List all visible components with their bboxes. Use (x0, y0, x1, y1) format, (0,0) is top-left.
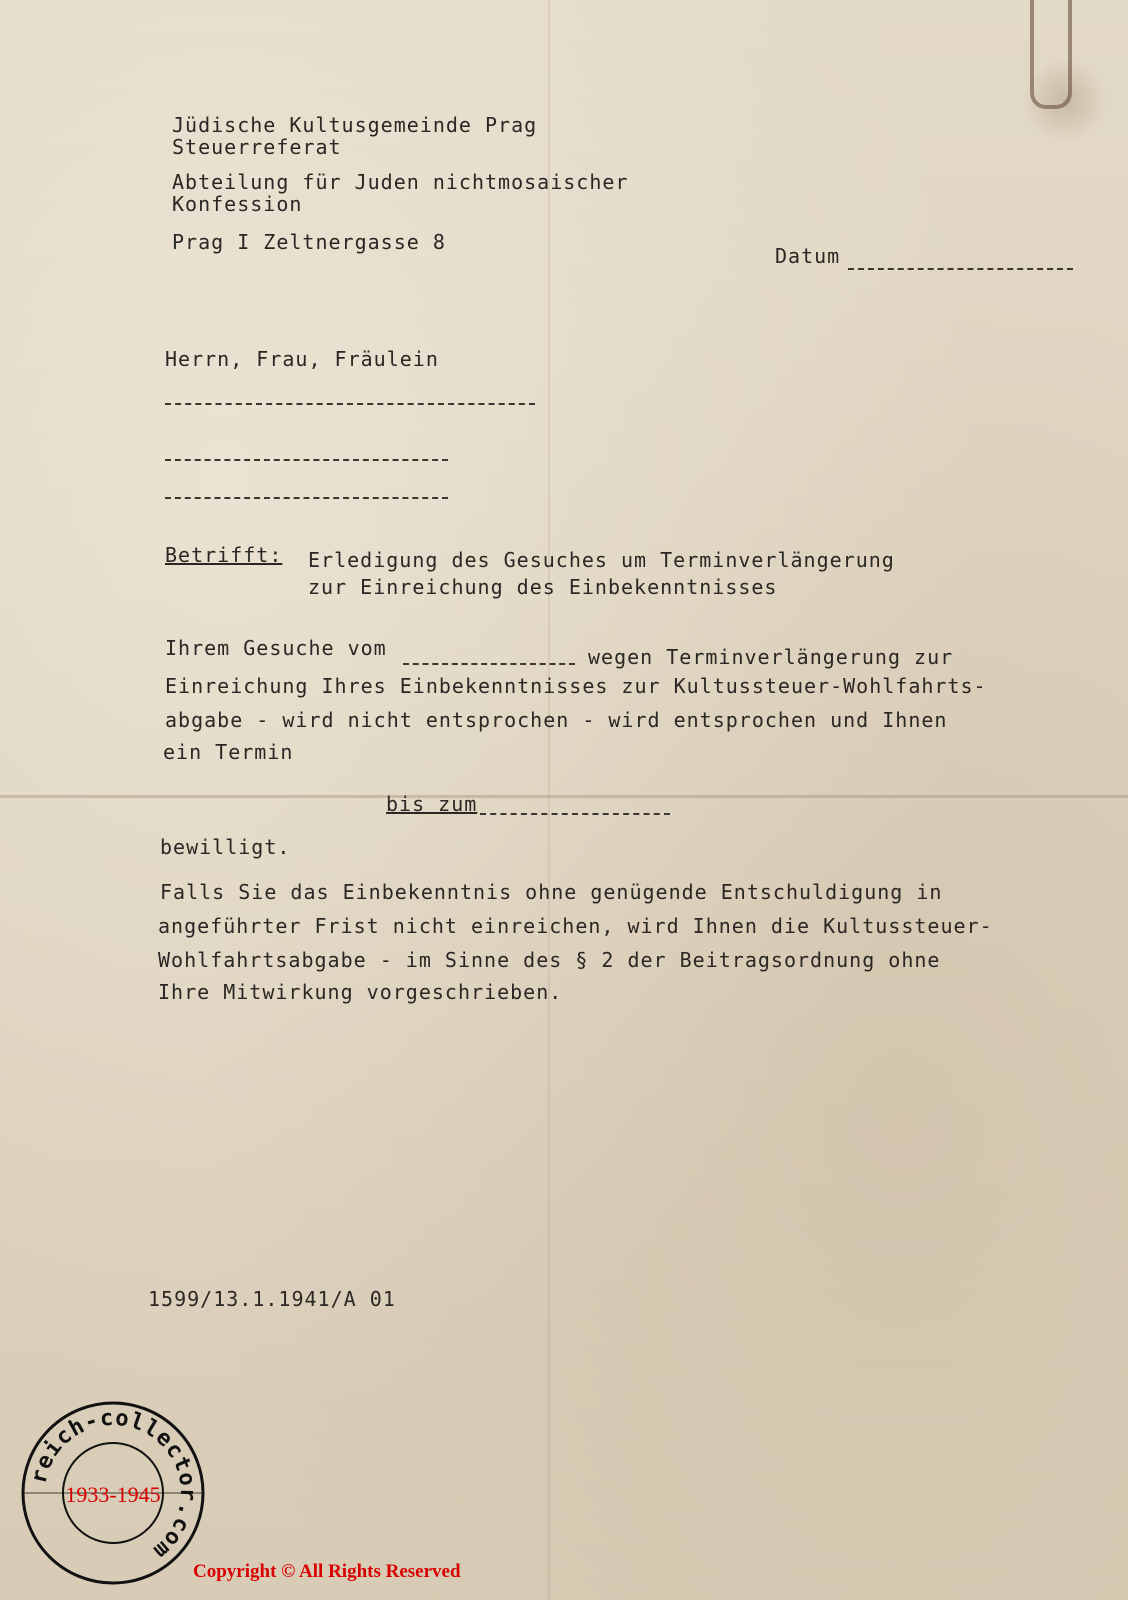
vertical-fold (548, 0, 550, 1600)
p1-end: wegen Terminverlängerung zur (588, 645, 954, 669)
subject-label: Betrifft: (165, 543, 283, 567)
p2-line-2: angeführter Frist nicht einreichen, wird Ihnen die Kultussteuer- (158, 914, 993, 938)
reference-number: 1599/13.1.1941/A 01 (148, 1287, 396, 1311)
horizontal-fold (0, 795, 1128, 798)
p1-line-2: Einreichung Ihres Einbekenntnisses zur Kultussteuer-Wohlfahrts- (165, 674, 987, 698)
p1-line-3: abgabe - wird nicht entsprochen - wird entsprochen und Ihnen (165, 708, 948, 732)
granted: bewilligt. (160, 835, 291, 859)
request-date-blank (403, 663, 575, 665)
subject-line-2: zur Einreichung des Einbekenntnisses (308, 575, 778, 599)
p1-start: Ihrem Gesuche vom (165, 636, 387, 660)
svg-text:1933-1945: 1933-1945 (65, 1482, 161, 1507)
recipient-line-2 (165, 459, 448, 461)
department: Steuerreferat (172, 135, 342, 159)
subject-line-1: Erledigung des Gesuches um Terminverlängerung (308, 548, 895, 572)
salutation: Herrn, Frau, Fräulein (165, 347, 439, 371)
division: Abteilung für Juden nichtmosaischer (172, 170, 629, 194)
recipient-line-3 (165, 497, 448, 499)
date-blank-line (848, 268, 1073, 270)
until-label: bis zum (386, 792, 478, 816)
division-cont: Konfession (172, 192, 303, 216)
date-label: Datum (775, 244, 841, 268)
copyright-notice: Copyright © All Rights Reserved (193, 1561, 461, 1582)
until-date-blank (480, 813, 670, 815)
svg-text:reich-collector.com: reich-collector.com (26, 1405, 201, 1564)
org-name: Jüdische Kultusgemeinde Prag (172, 113, 538, 137)
address: Prag I Zeltnergasse 8 (172, 230, 446, 254)
p2-line-3: Wohlfahrtsabgabe - im Sinne des § 2 der Beitragsordnung ohne (158, 948, 941, 972)
stamp-seal-icon (18, 1398, 208, 1588)
recipient-line-1 (165, 403, 535, 405)
p2-line-4: Ihre Mitwirkung vorgeschrieben. (158, 980, 563, 1004)
collector-stamp (18, 1398, 208, 1588)
p2-line-1: Falls Sie das Einbekenntnis ohne genügende Entschuldigung in (160, 880, 943, 904)
p1-line-4: ein Termin (163, 740, 294, 764)
paperclip-mark-icon (1030, 0, 1072, 109)
